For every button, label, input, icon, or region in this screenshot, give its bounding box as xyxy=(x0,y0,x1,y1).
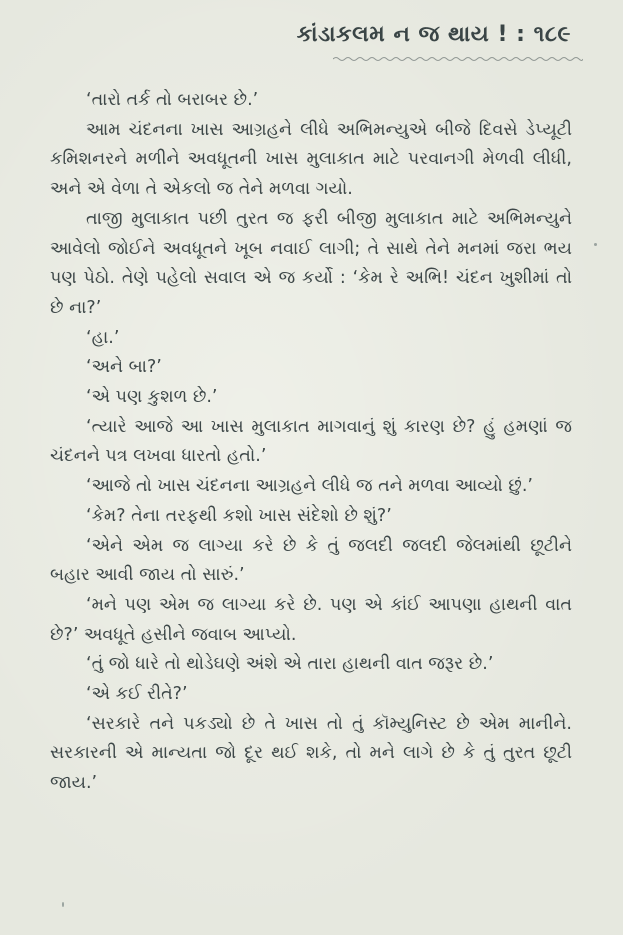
paper-speck xyxy=(594,243,597,246)
paragraph: ‘એ કઈ રીતે?’ xyxy=(86,684,188,705)
paragraph: ‘કેમ? તેના તરફથી કશો ખાસ સંદેશો છે શું?’ xyxy=(86,505,392,526)
paragraph: ‘અને બા?’ xyxy=(86,357,162,378)
paragraph: આમ ચંદનના ખાસ આગ્રહને લીધે અભિમન્યુએ બીજે દિવસે ડેપ્યૂટી કમિશનરને મળીને અવધૂતની ખાસ મુલાકાત માટે પરવાનગી મેળવી લીધી, અને એ વેળા તે એકલો જ તેને મળવા ગયો. xyxy=(50,119,572,200)
paragraph: ‘આજે તો ખાસ ચંદનના આગ્રહને લીધે જ તને મળવા આવ્યો છું.’ xyxy=(86,476,533,497)
running-head: કાંડાકલમ ન જ થાય ! : ૧૮૯ xyxy=(296,22,571,47)
wavy-rule xyxy=(333,56,583,62)
paragraph: ‘હા.’ xyxy=(86,327,120,348)
paragraph: ‘તારો તર્ક તો બરાબર છે.’ xyxy=(86,90,259,110)
paragraph: ‘સરકારે તને પકડ્યો છે તે ખાસ તો તું કૉમ્યુનિસ્ટ છે એમ માનીને. સરકારની એ માન્યતા જો દૂર થઈ શકે, તો મને લાગે છે કે તું તુરત છૂટી જાય.’ xyxy=(50,713,572,794)
paragraph: તાજી મુલાકાત પછી તુરત જ ફરી બીજી મુલાકાત માટે અભિમન્યુને આવેલો જોઈને અવધૂતને ખૂબ નવાઈ લાગી; તે સાથે તેને મનમાં જરા ભય પણ પેઠો. તેણે પહેલો સવાલ એ જ કર્યો : ‘કેમ રે અભિ! ચંદન ખુશીમાં તો છે ના?’ xyxy=(50,208,572,318)
body-text xyxy=(50,86,572,799)
paragraph: ‘ત્યારે આજે આ ખાસ મુલાકાત માગવાનું શું કારણ છે? હું હમણાં જ ચંદનને પત્ર લખવા ધારતો હતો.’ xyxy=(50,416,572,467)
paragraph: ‘મને પણ એમ જ લાગ્યા કરે છે. પણ એ કાંઈ આપણા હાથની વાત છે?’ અવધૂતે હસીને જવાબ આપ્યો. xyxy=(50,594,572,645)
paragraph: ‘એ પણ કુશળ છે.’ xyxy=(86,387,218,408)
paragraph: ‘એને એમ જ લાગ્યા કરે છે કે તું જલદી જલદી જેલમાંથી છૂટીને બહાર આવી જાય તો સારું.’ xyxy=(50,535,572,586)
paragraph: ‘તું જો ધારે તો થોડેઘણે અંશે એ તારા હાથની વાત જરૂર છે.’ xyxy=(86,654,494,675)
paper-speck xyxy=(62,902,64,907)
